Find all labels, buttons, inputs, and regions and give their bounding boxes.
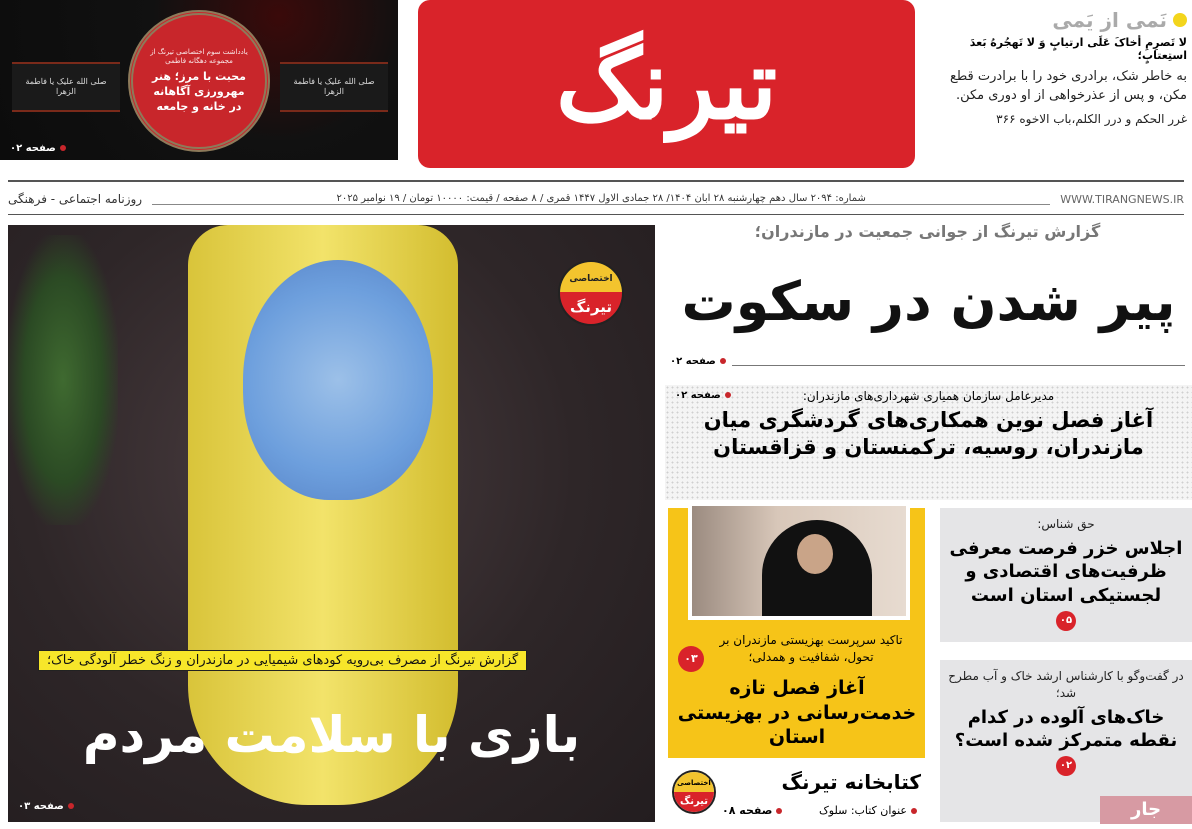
caspian-headline: اجلاس خزر فرصت معرفی ظرفیت‌های اقتصادی و لجستیکی استان است [949, 537, 1183, 606]
page-label: صفحه ۰۳ [18, 801, 64, 812]
official-photo [688, 502, 910, 620]
banner-headline: محبت با مرز؛ هنر مهرورزی آگاهانه در خانه و جامعه [152, 69, 246, 113]
soil-headline: خاک‌های آلوده در کدام نقطه متمرکز شده است؟ [954, 706, 1178, 751]
lead-kicker: گزارش تیرنگ از جوانی جمعیت در مازندران؛ [754, 222, 1101, 241]
banner-page-label: صفحه ۰۲ [10, 143, 56, 154]
photo-kicker: گزارش تیرنگ از مصرف بی‌رویه کودهای شیمیایی در مازندران و زنگ خطر آلودگی خاک؛ [38, 650, 527, 671]
subtitle-label: عنوان کتاب: سلوک [818, 804, 907, 817]
bullet-icon [725, 392, 731, 398]
book-subtitle [819, 804, 917, 817]
caspian-story[interactable] [940, 508, 1192, 642]
bullet-icon [776, 808, 782, 814]
paper-type: روزنامه اجتماعی - فرهنگی [8, 192, 143, 206]
photo-headline[interactable]: بازی با سلامت مردم [82, 706, 581, 764]
page-number-badge: ۰۲ [1056, 756, 1076, 776]
bullet-icon [911, 808, 917, 814]
book-section[interactable] [668, 764, 925, 824]
page-label: صفحه ۰۸ [722, 804, 773, 817]
quote-title: نَمی از یَمی [1052, 8, 1167, 32]
yellow-dot-icon [1173, 13, 1187, 27]
divider [8, 180, 1184, 182]
tourism-page-ref [675, 390, 731, 401]
black-banner-ad[interactable] [0, 0, 398, 160]
photo-story[interactable] [8, 225, 655, 822]
badge-bottom: تیرنگ [560, 292, 622, 326]
badge-bottom: تیرنگ [674, 792, 714, 814]
lead-page-ref [670, 354, 1185, 366]
welfare-story[interactable] [668, 508, 925, 758]
tourism-headline: آغاز فصل نوین همکاری‌های گردشگری میان مازندران، روسیه، ترکمنستان و قزاقستان [703, 408, 1154, 460]
website-link[interactable]: WWW.TIRANGNEWS.IR [1060, 192, 1184, 206]
banner-seal [128, 10, 270, 152]
page-number-badge: ۰۵ [1056, 611, 1076, 631]
bullet-icon [720, 358, 726, 364]
page-number-badge: ۰۳ [678, 646, 704, 672]
welfare-headline: آغاز فصل تازه خدمت‌رسانی در بهزیستی استان [677, 677, 917, 749]
bullet-icon [68, 803, 74, 809]
page-label: صفحه ۰۲ [670, 356, 716, 367]
lead-headline[interactable]: پیر شدن در سکوت [681, 270, 1176, 333]
exclusive-badge [672, 770, 716, 814]
newspaper-logo[interactable]: تیرنگ [418, 0, 915, 168]
soil-kicker: در گفت‌وگو با کارشناس ارشد خاک و آب مطرح شد؛ [948, 669, 1184, 700]
fertilizer-image [243, 260, 433, 500]
badge-top: اختصاصی [674, 772, 714, 792]
quote-arabic: لا تَصرِمِ أخاکَ عَلَی ارتیابٍ وَ لا تَهجُرهُ بَعدَ استِعتابٍ؛ [969, 36, 1187, 62]
book-page-ref [722, 804, 782, 817]
masthead-info [8, 186, 1184, 212]
quote-translation: به خاطر شک، برادری خود را با برادرت قطع مکن، و پس از عذرخواهی از او دوری مکن. [949, 69, 1187, 103]
issue-line: شماره: ۲۰۹۴ سال دهم چهارشنبه ۲۸ آبان ۱۴۰۴/ ۲۸ جمادی الاول ۱۴۴۷ قمری / ۸ صفحه / قیمت: ۱۰۰۰۰ تومان / ۱۹ نوامبر ۲۰۲۵ [152, 193, 1050, 205]
quote-source: غرر الحکم و درر الکلم،باب الاخوه ۳۶۶ [996, 111, 1187, 126]
book-title: کتابخانه تیرنگ [781, 770, 921, 794]
tourism-kicker: مدیرعامل سازمان همیاری شهرداری‌های مازندران: [802, 389, 1055, 403]
tourism-story[interactable] [665, 385, 1192, 500]
divider [8, 214, 1184, 215]
calligraphy-left: صلی الله علیک یا فاطمة الزهرا [12, 62, 120, 112]
watermark-logo: جار [1100, 796, 1192, 824]
plant-image [8, 235, 118, 525]
quote-box [925, 8, 1187, 126]
calligraphy-right: صلی الله علیک یا فاطمة الزهرا [280, 62, 388, 112]
badge-top: اختصاصی [560, 262, 622, 292]
caspian-kicker: حق شناس: [1037, 517, 1095, 531]
banner-kicker: یادداشت سوم اختصاصی تیرنگ از مجموعه دهگانه فاطمی [150, 47, 248, 65]
welfare-kicker: تاکید سرپرست بهزیستی مازندران بر تحول، شفافیت و همدلی؛ [719, 633, 903, 665]
bullet-icon [60, 145, 66, 151]
exclusive-badge [558, 260, 624, 326]
page-label: صفحه ۰۲ [675, 390, 721, 401]
photo-page-ref [18, 801, 74, 812]
banner-page-ref [10, 143, 66, 154]
